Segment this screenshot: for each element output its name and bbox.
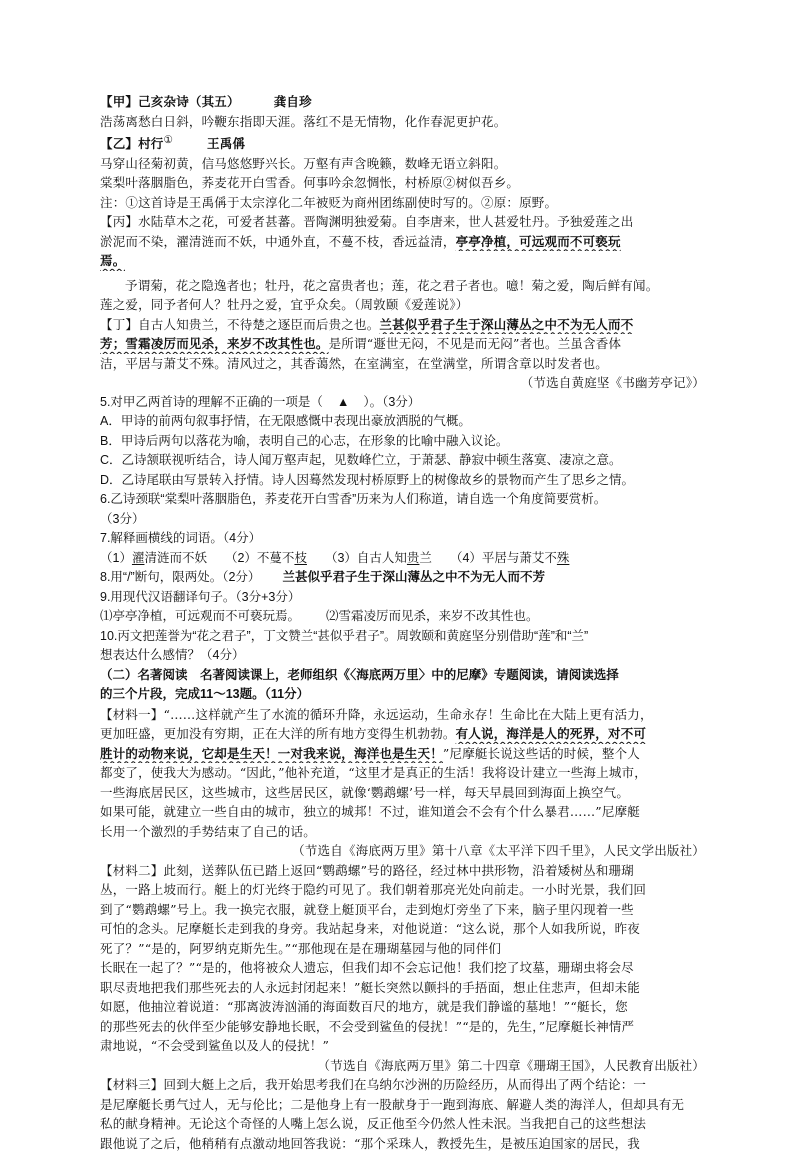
material-2-line8: 如愿，他抽泣着说道：“那离波涛汹涌的海面数百尺的地方，就是我们静谧的墓地！”“艇长，您 (100, 999, 628, 1015)
question-9: 9.用现代汉语翻译句子。（3分+3分） (100, 589, 301, 604)
poem-yi-line2: 棠梨叶落胭脂色，荞麦花开白雪香。何事吟余忽惆怅，村桥原②树似吾乡。 (100, 175, 520, 191)
material-2-line5: 死了？”“是的，阿罗纳克斯先生。”“那他现在是在珊瑚墓园与他的同伴们 (100, 940, 502, 956)
question-5 (100, 393, 705, 413)
question-5-option-a: A．甲诗的前两句叙事抒情，在无限感慨中表现出豪放洒脱的气概。 (100, 414, 471, 429)
material-1-source: （节选自《海底两万里》第十八章《太平洋下四千里》，人民文学出版社） (292, 843, 705, 859)
material-3-line4: 跟他说了之后，他稍稍有点激动地回答我说：“那个采珠人，教授先生，是被压迫国家的居民，我 (100, 1135, 640, 1151)
material-1-line4: 都变了，使我大为感动。“因此，”他补充道，“这里才是真正的生活！我将设计建立一些海上城市， (100, 765, 647, 781)
text-bing-underlined: 亭亭净植，可远观而不可亵玩 (455, 233, 621, 249)
question-9-item2: ⑵雪霜凌厉而见杀，来岁不改其性也。 (326, 609, 539, 624)
poem-jia-author: 龚自珍 (273, 94, 312, 109)
text-ding-underlined: 兰甚似乎君子生于深山薄丛之中不为无人而不 (379, 316, 634, 332)
exam-page (100, 92, 705, 1153)
poem-yi-note: 注：①这首诗是王禹偁于太宗淳化二年被贬为商州团练副使时写的。②原：原野。 (100, 194, 558, 210)
text-ding-underlined-2: 芳；雪霜凌厉而见杀，来岁不改其性也。 (100, 336, 329, 352)
poem-jia-text: 浩荡离愁白日斜，吟鞭东指即天涯。落红不是无情物，化作春泥更护花。 (100, 113, 507, 129)
material-1-line7: 长用一个激烈的手势结束了自己的话。 (100, 823, 316, 839)
q7-item2-target: 枝 (294, 550, 307, 565)
text-ding-plain: 【丁】自古人知贵兰，不待楚之逐臣而后贵之也。 (100, 316, 380, 332)
question-5-option-c: C．乙诗颔联视听结合，诗人闻万壑声起，见数峰伫立，于萧瑟、静寂中顿生落寞、凄凉之意。 (100, 453, 622, 468)
text-bing-line5: 莲之爱，同予者何人？牡丹之爱，宜乎众矣。（周敦颐《爱莲说》） (100, 297, 469, 313)
material-2-line9: 的那些死去的伙伴至少能够安静地长眠，不会受到鲨鱼的侵扰！”“是的，先生，”尼摩艇长神情严 (100, 1018, 635, 1034)
material-2-line4: 可怕的念头。尼摩艇长走到我的身旁。我站起身来，对他说道：“这么说，那个人如我所说，昨夜 (100, 921, 640, 937)
material-3-line2: 是尼摩艇长勇气过人，无与伦比；二是他身上有一股献身于一跑到海底、解避人类的海洋人，但却具有无 (100, 1096, 685, 1112)
question-8-sentence: 兰甚似乎君子生于深山薄丛之中不为无人而不芳 (282, 570, 545, 585)
material-2-line2: 丛，一路上坡而行。艇上的灯光终于隐约可见了。我们朝着那亮光处向前走。一小时光景，我们回 (100, 882, 647, 898)
question-9-items (100, 607, 705, 627)
q7-item3-target: 贵 (406, 550, 420, 565)
q7-item3: （3）自古人知 (324, 550, 407, 565)
q7-item4: （4）平居与萧艾不 (449, 550, 557, 565)
text-ding-plain-2: 是所谓“遯世无闷，不见是而无闷”者也。兰虽含香体 (328, 336, 622, 352)
text-ding-source: （节选自黄庭坚《书幽芳亭记》） (520, 375, 705, 391)
material-1-line3 (100, 744, 705, 764)
question-5-score: ）。（3分） (363, 394, 421, 409)
material-2-line6: 长眠在一起了？”“是的，他将被众人遗忘，但我们却不会忘记他！我们挖了坟墓，珊瑚虫将会尽 (100, 960, 634, 976)
poem-yi-author: 王禹偁 (207, 136, 246, 152)
question-10-line2: 想表达什么感情？（4分） (100, 648, 245, 663)
material-1-line6: 如果可能，就建立一些自由的城市，独立的城邦！不过，谁知道会不会有个什么暴君……”尼摩艇 (100, 804, 640, 820)
question-6: 6.乙诗颈联“棠梨叶落胭脂色，荞麦花开白雪香”历来为人们称道，请自选一个角度简要赏析。 (100, 492, 607, 507)
material-3-line3: 私的献身精神。无论这个奇怪的人嘴上怎么说，反正他至今仍然人性未泯。当我把自己的这些想法 (100, 1116, 647, 1132)
text-ding-line3: 洁，平居与萧艾不殊。清风过之，其香蔼然，在室满室，在堂满堂，所谓含章以时发者也。 (100, 355, 609, 371)
material-2-line7: 职尽责地把我们那些死去的人永远封闭起来！”艇长突然以颤抖的手捂面，想止住悲声，但却未能 (100, 979, 640, 995)
q7-item1-num: （1） (100, 550, 132, 565)
material-3-line1: 【材料三】回到大艇上之后，我开始思考我们在乌纳尔沙洲的历险经历，从而得出了两个结论：一 (100, 1077, 647, 1093)
q7-item2: （2）不蔓不 (224, 550, 295, 565)
poem-yi-heading (100, 131, 705, 154)
question-7: 7.解释画横线的词语。（4分） (100, 531, 262, 546)
poem-yi-line1: 马穿山径菊初黄，信马悠悠野兴长。万壑有声含晚籁，数峰无语立斜阳。 (100, 155, 507, 171)
text-ding-line2 (100, 334, 705, 354)
poem-jia-heading (100, 92, 705, 112)
material-2-source: （节选自《海底两万里》第二十四章《珊瑚王国》，人民教育出版社） (317, 1057, 705, 1073)
q7-item1-rest: 清涟而不妖 (144, 550, 207, 565)
text-bing-line1: 【丙】水陆草木之花，可爱者甚蕃。晋陶渊明独爱菊。自李唐来，世人甚爱牡丹。予独爱莲之出 (100, 214, 634, 230)
question-10-line1: 10.丙文把莲誉为“花之君子”，丁文赞兰“甚似乎君子”。周敦颐和黄庭坚分别借助“莲”和“兰” (100, 628, 589, 643)
material-1-line5: 一些海底居民区，这些城市，这些居民区，就像‘鹦鹉螺’号一样，每天早晨回到海面上换空气。 (100, 784, 630, 800)
text-bing-line4: 予谓菊，花之隐逸者也；牡丹，花之富贵者也；莲，花之君子者也。噫！菊之爱，陶后鲜有闻。 (125, 277, 659, 293)
question-5-option-d: D．乙诗尾联由写景转入抒情。诗人因蓦然发现村桥原野上的树像故乡的景物而产生了思乡之情。 (100, 472, 635, 487)
poem-jia-title: 【甲】己亥杂诗（其五） (100, 94, 240, 109)
material-1-plain-2: ”尼摩艇长说这些话的时候，整个人 (442, 745, 640, 761)
text-bing-line3: 焉。 (100, 253, 126, 269)
material-1-line1: 【材料一】“……这样就产生了水流的循环升降，永远运动，生命永存！生命比在大陆上更有活力， (100, 706, 653, 722)
material-1-plain: 更加旺盛，更加没有穷期，正在大洋的所有地方变得生机勃勃。 (100, 726, 456, 742)
question-9-item1: ⑴亭亭净植，可远观而不可亵玩焉。 (100, 609, 301, 624)
q7-item1-target: 濯 (131, 550, 145, 565)
question-8-stem: 8.用“/”断句，限两处。（2分） (100, 570, 261, 585)
footnote-marker: ① (163, 134, 174, 146)
section-2-title: （二）名著阅读 名著阅读课上，老师组织《〈海底两万里〉中的尼摩》专题阅读，请阅读选择 (100, 667, 619, 682)
material-1-line2 (100, 724, 705, 744)
text-ding-line1 (100, 315, 705, 335)
text-bing-line2 (100, 232, 705, 252)
text-bing-plain: 淤泥而不染，濯清涟而不妖，中通外直，不蔓不枝，香远益清， (100, 233, 456, 249)
question-6-score: （3分） (100, 511, 145, 526)
question-5-stem: 5.对甲乙两首诗的理解不正确的一项是（ (100, 394, 323, 409)
material-2-line3: 到了“鹦鹉螺”号上。我一换完衣服，就登上艇顶平台，走到炮灯旁坐了下来，脑子里闪现着一些 (100, 901, 634, 917)
question-5-option-b: B．甲诗后两句以落花为喻，表明自己的心志，在形象的比喻中融入议论。 (100, 433, 509, 448)
section-2-title-2: 的三个片段，完成11～13题。（11分） (100, 687, 310, 702)
answer-blank-marker: ▲ (336, 394, 350, 409)
material-1-underlined-2: 胜计的动物来说，它却是生天！一对我来说，海洋也是生天！ (100, 745, 443, 761)
poem-yi-title: 【乙】村行 (100, 136, 164, 152)
q7-item3-rest: 兰 (419, 550, 432, 565)
question-7-items (100, 549, 705, 569)
material-2-line1: 【材料二】此刻，送葬队伍已踏上返回“鹦鹉螺”号的路径，经过林中拱形物，沿着矮树丛和珊瑚 (100, 862, 634, 878)
question-8 (100, 568, 705, 588)
q7-item4-target: 殊 (556, 550, 570, 565)
material-2-line10: 肃地说，“不会受到鲨鱼以及人的侵扰！” (100, 1038, 330, 1054)
material-1-underlined: 有人说，海洋是人的死界，对不可 (455, 726, 647, 742)
